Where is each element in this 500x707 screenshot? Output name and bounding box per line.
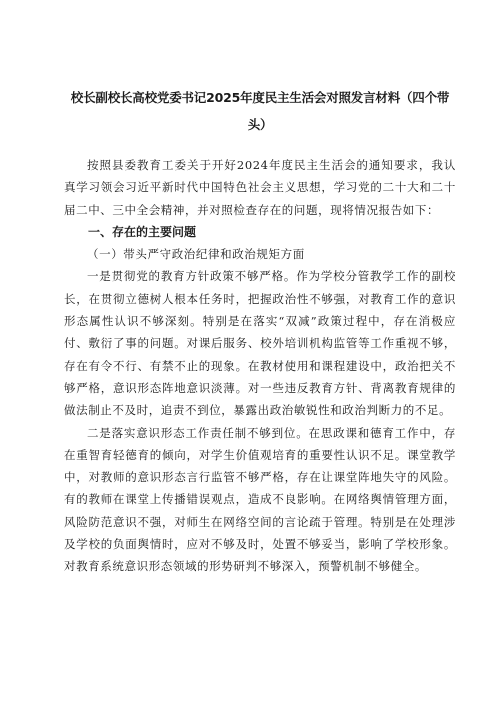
document-body — [64, 154, 456, 578]
section-heading: 一、存在的主要问题 — [88, 224, 197, 239]
subsection-heading: （一）带头严守政治纪律和政治规矩方面 — [87, 247, 305, 262]
body-paragraph-1: 一是贯彻党的教育方针政策不够严格。作为学校分管教学工作的副校长，在贯彻立德树人根本任务时，把握政治性不够强，对教育工作的意识形态属性认识不够深刻。特别是在落实“双减”政策过程中，存在消极应付、敷衍了事的问题。对课后服务、校外培训机构监管等工作重视不够，存在有令不行、有禁不止的现象。在教材使用和课程建设中，政治把关不够严格，意识形态阵地意识淡薄。对一些违反教育方针、背离教育规律的做法制止不及时，追责不到位，暴露出政治敏锐性和政治判断力的不足。 — [64, 269, 456, 418]
document-title: 校长副校长高校党委书记2025年度民主生活会对照发言材料（四个带头） — [70, 90, 450, 132]
intro-paragraph: 按照县委教育工委关于开好2024年度民主生活会的通知要求，我认真学习领会习近平新时代中国特色社会主义思想，学习党的二十大和二十届二中、三中全会精神，并对照检查存在的问题，现将情况报告如下： — [64, 158, 456, 217]
body-paragraph-2: 二是落实意识形态工作责任制不够到位。在思政课和德育工作中，存在重智育轻德育的倾向，对学生价值观培育的重要性认识不足。课堂教学中，对教师的意识形态言行监管不够严格，存在让课堂阵地失守的风险。有的教师在课堂上传播错误观点，造成不良影响。在网络舆情管理方面，风险防范意识不强，对师生在网络空间的言论疏于管理。特别是在处理涉及学校的负面舆情时，应对不够及时，处置不够妥当，影响了学校形象。对教育系统意识形态领域的形势研判不够深入，预警机制不够健全。 — [64, 425, 456, 574]
